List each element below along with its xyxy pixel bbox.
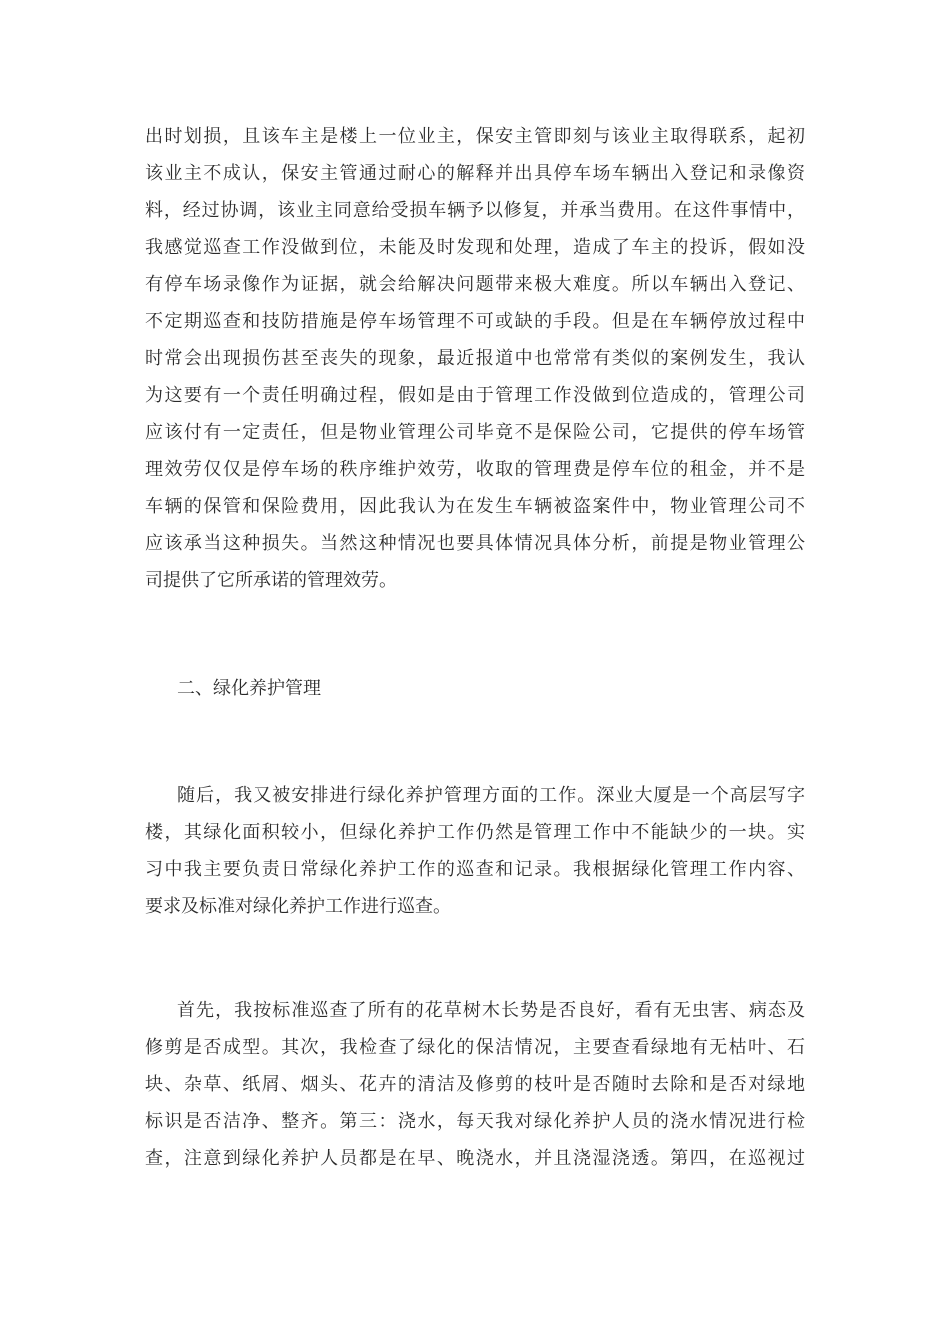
paragraph-line: 应该付有一定责任，但是物业管理公司毕竟不是保险公司，它提供的停车场管: [145, 422, 805, 443]
paragraph-line: 修剪是否成型。其次，我检查了绿化的保洁情况，主要查看绿地有无枯叶、石: [145, 1037, 805, 1058]
paragraph-line: 理效劳仅仅是停车场的秩序维护效劳，收取的管理费是停车位的租金，并不是: [145, 459, 805, 480]
paragraph-line: 习中我主要负责日常绿化养护工作的巡查和记录。我根据绿化管理工作内容、: [145, 859, 805, 880]
paragraph-line: 车辆的保管和保险费用，因此我认为在发生车辆被盗案件中，物业管理公司不: [145, 496, 805, 517]
paragraph-line: 标识是否洁净、整齐。第三：浇水，每天我对绿化养护人员的浇水情况进行检: [145, 1111, 805, 1132]
paragraph-line: 司提供了它所承诺的管理效劳。: [145, 570, 397, 591]
paragraph-line: 块、杂草、纸屑、烟头、花卉的清洁及修剪的枝叶是否随时去除和是否对绿地: [145, 1074, 805, 1095]
paragraph-line: 料，经过协调，该业主同意给受损车辆予以修复，并承当费用。在这件事情中，: [145, 200, 805, 221]
paragraph-line: 应该承当这种损失。当然这种情况也要具体情况具体分析，前提是物业管理公: [145, 533, 805, 554]
paragraph-2: [145, 777, 805, 925]
paragraph-line: 查，注意到绿化养护人员都是在早、晚浇水，并且浇湿浇透。第四，在巡视过: [145, 1148, 805, 1169]
paragraph-line: 随后，我又被安排进行绿化养护管理方面的工作。深业大厦是一个高层写字: [177, 785, 805, 806]
paragraph-line: 楼，其绿化面积较小，但绿化养护工作仍然是管理工作中不能缺少的一块。实: [145, 822, 805, 843]
paragraph-line: 时常会出现损伤甚至丧失的现象，最近报道中也常常有类似的案例发生，我认: [145, 348, 805, 369]
paragraph-line: 出时划损，且该车主是楼上一位业主，保安主管即刻与该业主取得联系，起初: [145, 126, 805, 147]
paragraph-line: 首先，我按标准巡查了所有的花草树木长势是否良好，看有无虫害、病态及: [177, 1000, 805, 1021]
paragraph-line: 我感觉巡查工作没做到位，未能及时发现和处理，造成了车主的投诉，假如没: [145, 237, 805, 258]
section-heading-block: [145, 670, 805, 707]
paragraph-line: 该业主不成认，保安主管通过耐心的解释并出具停车场车辆出入登记和录像资: [145, 163, 805, 184]
paragraph-3: [145, 992, 805, 1177]
paragraph-1: [145, 118, 805, 599]
paragraph-line: 要求及标准对绿化养护工作进行巡查。: [145, 896, 451, 917]
section-heading: 二、绿化养护管理: [177, 678, 321, 699]
paragraph-line: 为这要有一个责任明确过程，假如是由于管理工作没做到位造成的，管理公司: [145, 385, 805, 406]
paragraph-line: 有停车场录像作为证据，就会给解决问题带来极大难度。所以车辆出入登记、: [145, 274, 805, 295]
paragraph-line: 不定期巡查和技防措施是停车场管理不可或缺的手段。但是在车辆停放过程中: [145, 311, 805, 332]
